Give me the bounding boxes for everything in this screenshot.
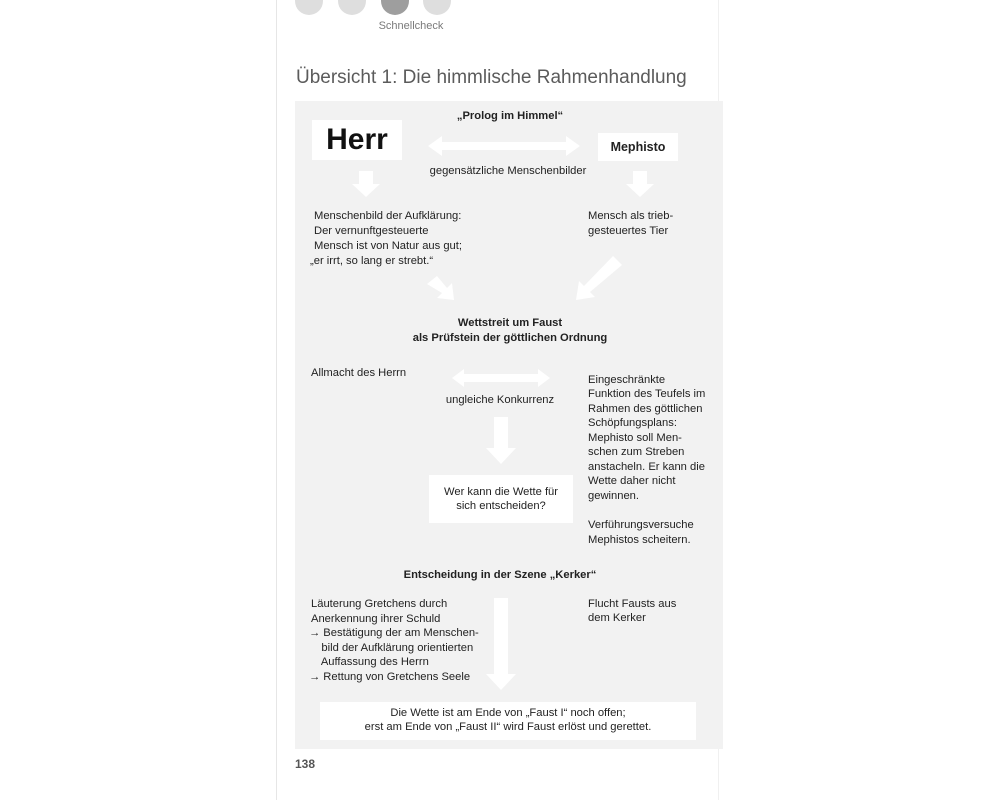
herr-view-line-4: „er irrt, so lang er strebt.“ <box>310 255 434 267</box>
decision-title: Entscheidung in der Szene „Kerker“ <box>403 569 597 581</box>
devil-function-line-8: Wette daher nicht <box>588 475 676 487</box>
page-title: Übersicht 1: Die himmlische Rahmenhandlung <box>296 67 687 88</box>
mephisto-label: Mephisto <box>610 140 666 154</box>
wager-line-1: Wettstreit um Faust <box>457 317 563 329</box>
nav-dot-4[interactable] <box>423 0 451 15</box>
conclusion-line-1: Die Wette ist am Ende von „Faust I“ noch offen; <box>390 707 626 719</box>
herr-view-line-1: Menschenbild der Aufklärung: <box>314 210 462 222</box>
mephisto-view-line-1: Mensch als trieb- <box>588 210 674 222</box>
nav-dot-1[interactable] <box>295 0 323 15</box>
devil-function-line-6: schen zum Streben <box>588 446 685 458</box>
purification-line-6: → Rettung von Gretchens Seele <box>309 671 471 683</box>
purification-line-5: Auffassung des Herrn <box>309 656 429 668</box>
nav-dot-2[interactable] <box>338 0 366 15</box>
prolog-title: „Prolog im Himmel“ <box>456 110 564 122</box>
mephisto-view-line-2: gesteuertes Tier <box>588 225 669 237</box>
herr-label: Herr <box>326 123 388 156</box>
seduction-line-1: Verführungsversuche <box>588 519 694 531</box>
contrast-label: gegensätzliche Menschenbilder <box>429 165 587 177</box>
omnipotence-label: Allmacht des Herrn <box>311 367 407 379</box>
question-line-1: Wer kann die Wette für <box>444 486 558 498</box>
question-line-2: sich entscheiden? <box>456 500 546 512</box>
herr-view-line-3: Mensch ist von Natur aus gut; <box>314 240 462 252</box>
purification-line-3: → Bestätigung der am Menschen- <box>309 627 479 639</box>
purification-line-1: Läuterung Gretchens durch <box>311 598 448 610</box>
nav-dot-schnellcheck[interactable] <box>381 0 409 15</box>
competition-label: ungleiche Konkurrenz <box>445 394 555 406</box>
purification-line-2: Anerkennung ihrer Schuld <box>311 613 441 625</box>
devil-function-line-7: anstacheln. Er kann die <box>588 461 705 473</box>
flight-line-2: dem Kerker <box>588 612 646 624</box>
devil-function-line-3: Rahmen des göttlichen <box>588 403 703 415</box>
flight-line-1: Flucht Fausts aus <box>588 598 677 610</box>
devil-function-line-5: Mephisto soll Men- <box>588 432 682 444</box>
wager-line-2: als Prüfstein der göttlichen Ordnung <box>412 332 608 344</box>
herr-view-line-2: Der vernunftgesteuerte <box>314 225 429 237</box>
devil-function-line-9: gewinnen. <box>588 490 640 502</box>
page-number: 138 <box>295 757 316 771</box>
nav-label-schnellcheck[interactable]: Schnellcheck <box>378 20 444 32</box>
seduction-line-2: Mephistos scheitern. <box>588 534 691 546</box>
conclusion-line-2: erst am Ende von „Faust II“ wird Faust erlöst und gerettet. <box>364 721 652 733</box>
devil-function-line-2: Funktion des Teufels im <box>588 388 706 400</box>
devil-function-line-4: Schöpfungsplans: <box>588 417 677 429</box>
page-left-edge <box>276 0 277 800</box>
purification-line-4: bild der Aufklärung orientierten <box>309 642 474 654</box>
devil-function-line-1: Eingeschränkte <box>588 374 666 386</box>
